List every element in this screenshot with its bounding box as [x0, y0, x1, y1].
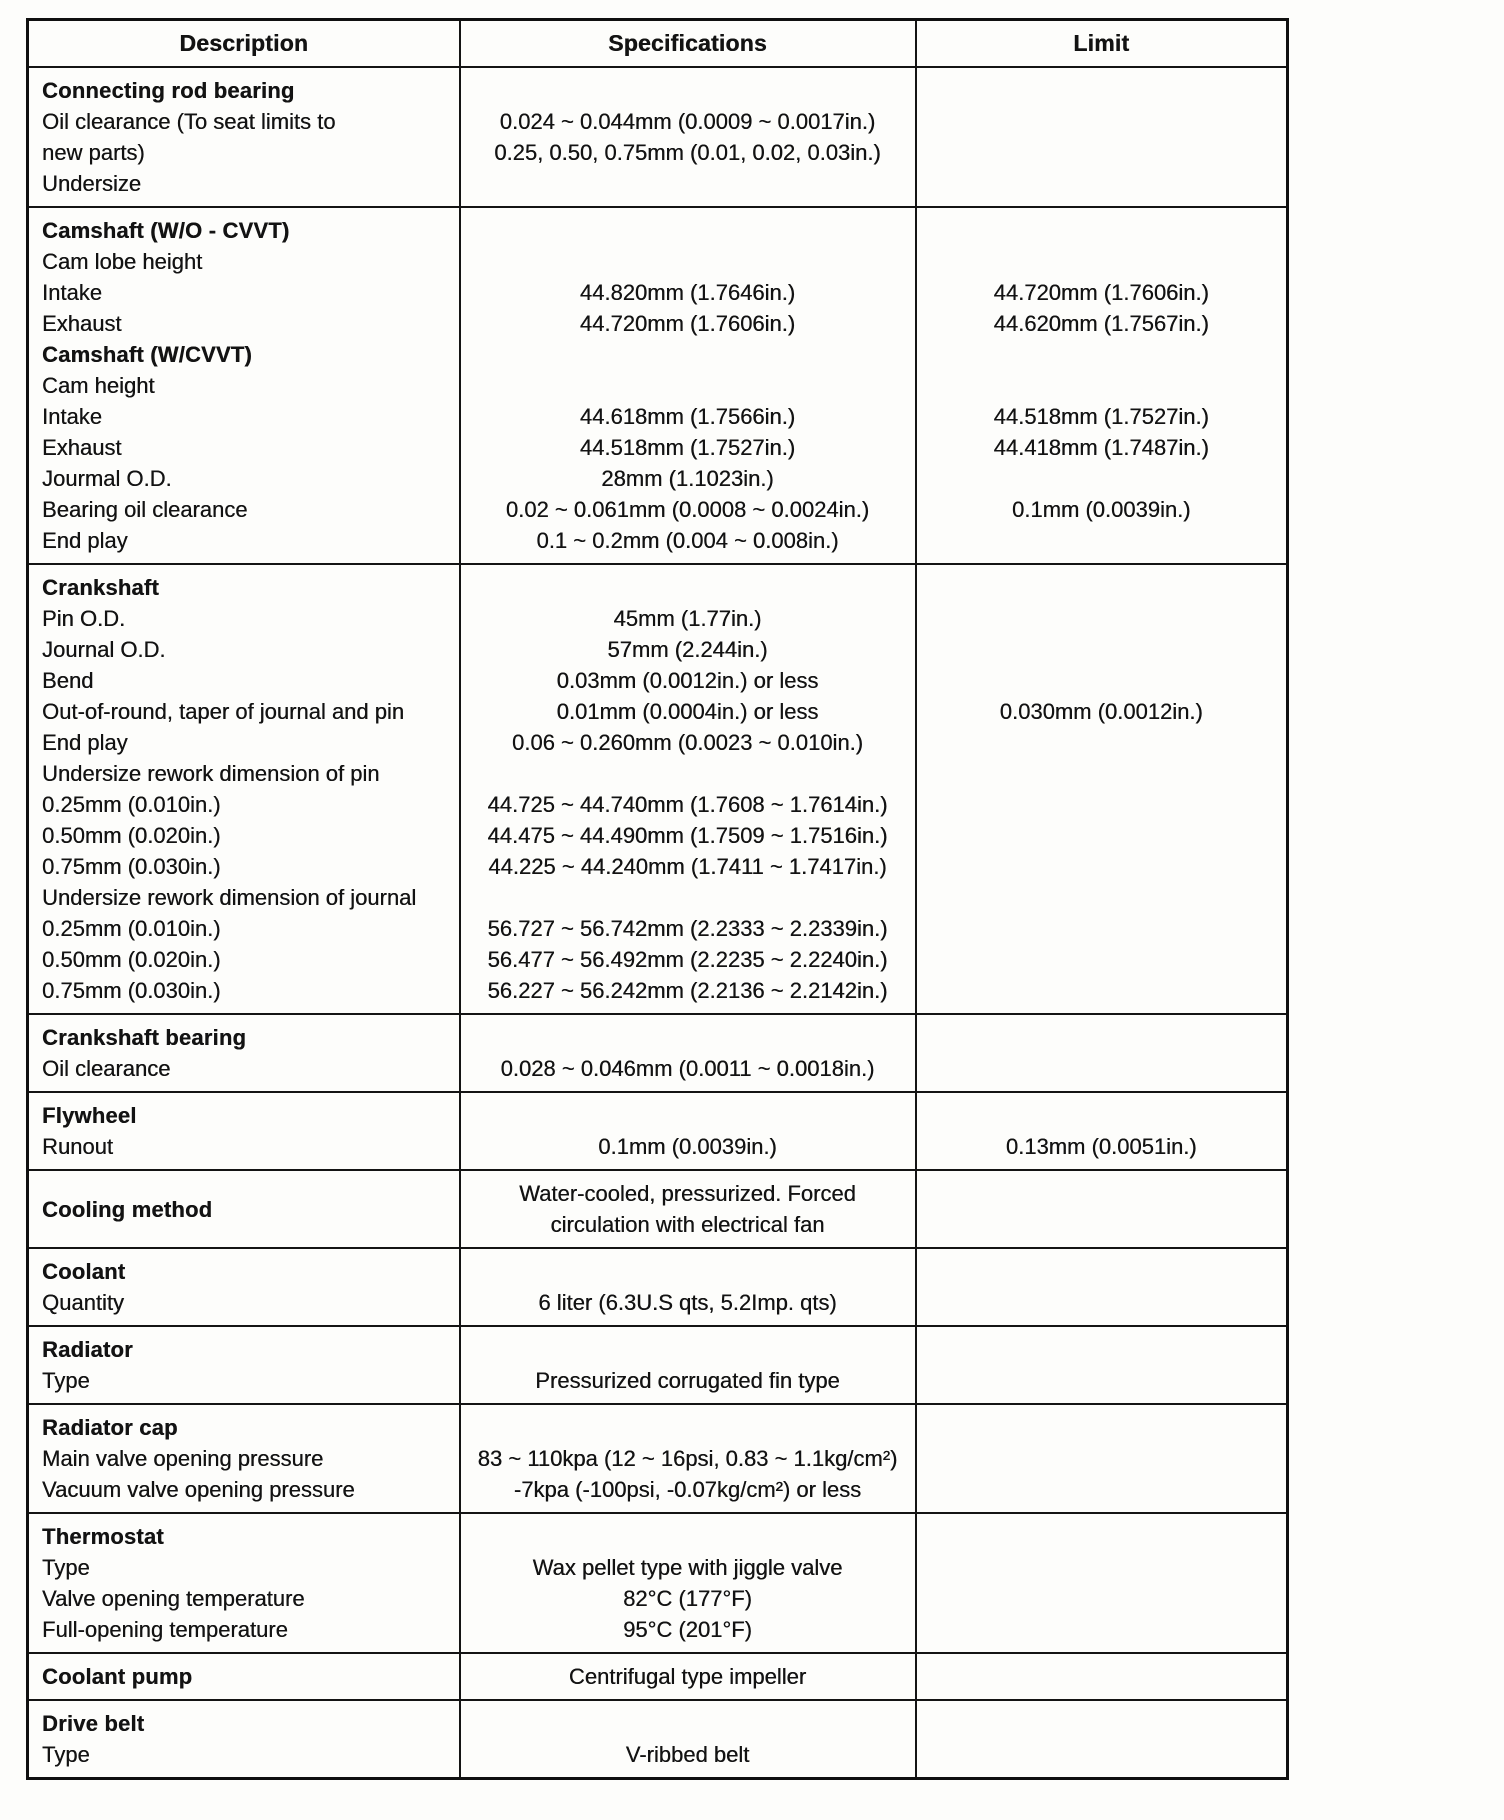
desc-line: Bearing oil clearance	[42, 497, 248, 522]
spec-line	[469, 882, 907, 913]
limit-line	[925, 727, 1279, 758]
desc-line: Coolant	[42, 1259, 126, 1284]
spec-line: 44.725 ~ 44.740mm (1.7608 ~ 1.7614in.)	[487, 792, 888, 817]
desc-line: Crankshaft bearing	[42, 1025, 247, 1050]
desc-line: Camshaft (W/CVVT)	[42, 342, 252, 367]
spec-row-coolant	[28, 1248, 1288, 1326]
limit-line	[925, 463, 1279, 494]
spec-row-thermostat	[28, 1513, 1288, 1653]
desc-line: End play	[42, 730, 128, 755]
description-cell	[28, 1653, 460, 1700]
spec-line	[469, 246, 907, 277]
spec-line: -7kpa (-100psi, -0.07kg/cm²) or less	[513, 1477, 862, 1502]
spec-line: Wax pellet type with jiggle valve	[532, 1555, 843, 1580]
spec-line	[469, 339, 907, 370]
spec-line: 0.01mm (0.0004in.) or less	[556, 699, 819, 724]
limit-cell	[916, 1170, 1288, 1248]
limit-line	[925, 1100, 1279, 1131]
specification-cell	[460, 67, 916, 207]
desc-line: Quantity	[42, 1290, 124, 1315]
spec-row-crankshaft-bearing	[28, 1014, 1288, 1092]
desc-line: Vacuum valve opening pressure	[42, 1477, 355, 1502]
desc-line: Type	[42, 1368, 90, 1393]
limit-line	[925, 665, 1279, 696]
limit-cell	[916, 207, 1288, 564]
spec-line: 6 liter (6.3U.S qts, 5.2Imp. qts)	[538, 1290, 837, 1315]
desc-line: 0.75mm (0.030in.)	[42, 854, 221, 879]
desc-line: 0.75mm (0.030in.)	[42, 978, 221, 1003]
limit-cell	[916, 1248, 1288, 1326]
spec-line: circulation with electrical fan	[550, 1212, 825, 1237]
limit-line	[925, 572, 1279, 603]
limit-cell	[916, 1653, 1288, 1700]
limit-line	[925, 603, 1279, 634]
spec-line: Pressurized corrugated fin type	[535, 1368, 840, 1393]
limit-line	[925, 370, 1279, 401]
desc-line: Cam lobe height	[42, 249, 203, 274]
spec-line: 57mm (2.244in.)	[607, 637, 768, 662]
limit-line	[925, 339, 1279, 370]
desc-line: End play	[42, 528, 128, 553]
engine-specifications-table	[26, 18, 1289, 1780]
spec-row-flywheel	[28, 1092, 1288, 1170]
limit-line	[925, 215, 1279, 246]
specification-cell	[460, 1326, 916, 1404]
desc-line: Oil clearance (To seat limits to	[42, 109, 336, 134]
spec-line: 0.1mm (0.0039in.)	[598, 1134, 777, 1159]
table-header-row	[28, 20, 1288, 68]
desc-line: Full-opening temperature	[42, 1617, 288, 1642]
limit-cell	[916, 67, 1288, 207]
spec-line: 44.720mm (1.7606in.)	[579, 311, 796, 336]
spec-line	[469, 1412, 907, 1443]
spec-line: 44.820mm (1.7646in.)	[579, 280, 796, 305]
description-cell	[28, 1014, 460, 1092]
desc-line: 0.25mm (0.010in.)	[42, 916, 221, 941]
desc-line: Type	[42, 1555, 90, 1580]
limit-cell	[916, 1404, 1288, 1513]
spec-line	[469, 1334, 907, 1365]
spec-row-radiator-cap	[28, 1404, 1288, 1513]
limit-line	[925, 634, 1279, 665]
spec-line: 56.727 ~ 56.742mm (2.2333 ~ 2.2339in.)	[487, 916, 888, 941]
spec-line: 82°C (177°F)	[623, 1586, 752, 1611]
limit-line	[925, 851, 1279, 882]
specification-cell	[460, 1653, 916, 1700]
desc-line: Undersize rework dimension of journal	[42, 885, 417, 910]
description-cell	[28, 207, 460, 564]
description-cell	[28, 1326, 460, 1404]
spec-line: Water-cooled, pressurized. Forced	[519, 1181, 856, 1206]
spec-line	[469, 1256, 907, 1287]
spec-line: 0.25, 0.50, 0.75mm (0.01, 0.02, 0.03in.)	[494, 140, 881, 165]
spec-line: 44.618mm (1.7566in.)	[579, 404, 796, 429]
limit-line: 0.13mm (0.0051in.)	[1005, 1134, 1197, 1159]
desc-line: Runout	[42, 1134, 113, 1159]
spec-row-coolant-pump	[28, 1653, 1288, 1700]
spec-line	[469, 758, 907, 789]
desc-line: Exhaust	[42, 311, 122, 336]
description-cell	[28, 1404, 460, 1513]
desc-line: Type	[42, 1742, 90, 1767]
spec-line: Centrifugal type impeller	[568, 1664, 807, 1689]
desc-line: Jourmal O.D.	[42, 466, 172, 491]
limit-cell	[916, 564, 1288, 1014]
limit-line: 44.720mm (1.7606in.)	[993, 280, 1209, 305]
specification-cell	[460, 1014, 916, 1092]
table-body	[28, 67, 1288, 1779]
spec-line	[469, 572, 907, 603]
desc-line: Thermostat	[42, 1524, 164, 1549]
spec-line: 0.1 ~ 0.2mm (0.004 ~ 0.008in.)	[536, 528, 839, 553]
column-header-specifications: Specifications	[460, 20, 916, 68]
spec-line: 95°C (201°F)	[623, 1617, 752, 1642]
spec-line: 56.477 ~ 56.492mm (2.2235 ~ 2.2240in.)	[487, 947, 888, 972]
desc-line: Radiator cap	[42, 1415, 178, 1440]
desc-line: Camshaft (W/O - CVVT)	[42, 218, 290, 243]
description-cell	[28, 1700, 460, 1779]
desc-line: Valve opening temperature	[42, 1586, 305, 1611]
spec-line: 28mm (1.1023in.)	[601, 466, 774, 491]
description-cell	[28, 1513, 460, 1653]
desc-line: Drive belt	[42, 1711, 145, 1736]
desc-line: Radiator	[42, 1337, 133, 1362]
desc-line: Connecting rod bearing	[42, 78, 295, 103]
spec-line	[469, 1022, 907, 1053]
specification-cell	[460, 564, 916, 1014]
spec-line: 0.03mm (0.0012in.) or less	[556, 668, 819, 693]
desc-line: Cooling method	[42, 1196, 213, 1222]
limit-line: 44.418mm (1.7487in.)	[993, 435, 1209, 460]
limit-line	[925, 882, 1279, 913]
spec-row-camshaft	[28, 207, 1288, 564]
limit-line	[925, 758, 1279, 789]
spec-line: 44.518mm (1.7527in.)	[579, 435, 796, 460]
specification-cell	[460, 1248, 916, 1326]
spec-line: V-ribbed belt	[625, 1742, 750, 1767]
spec-row-connecting-rod-bearing	[28, 67, 1288, 207]
limit-line	[925, 944, 1279, 975]
spec-line: 44.475 ~ 44.490mm (1.7509 ~ 1.7516in.)	[487, 823, 888, 848]
desc-line: 0.50mm (0.020in.)	[42, 823, 221, 848]
spec-line: 56.227 ~ 56.242mm (2.2136 ~ 2.2142in.)	[487, 978, 888, 1003]
desc-line: 0.50mm (0.020in.)	[42, 947, 221, 972]
spec-line	[469, 1521, 907, 1552]
column-header-description: Description	[28, 20, 460, 68]
desc-line: Intake	[42, 280, 102, 305]
limit-line	[925, 820, 1279, 851]
desc-line: 0.25mm (0.010in.)	[42, 792, 221, 817]
column-header-limit: Limit	[916, 20, 1288, 68]
limit-cell	[916, 1092, 1288, 1170]
desc-line: Cam height	[42, 373, 155, 398]
spec-line	[469, 370, 907, 401]
desc-line: new parts)	[42, 140, 145, 165]
desc-line: Main valve opening pressure	[42, 1446, 324, 1471]
spec-line: 44.225 ~ 44.240mm (1.7411 ~ 1.7417in.)	[488, 854, 887, 879]
desc-line: Undersize rework dimension of pin	[42, 761, 380, 786]
description-cell	[28, 1092, 460, 1170]
limit-line: 44.620mm (1.7567in.)	[993, 311, 1209, 336]
desc-line: Intake	[42, 404, 102, 429]
desc-line: Undersize	[42, 171, 142, 196]
limit-line: 0.030mm (0.0012in.)	[999, 699, 1203, 724]
desc-line: Coolant pump	[42, 1664, 193, 1689]
specification-cell	[460, 1170, 916, 1248]
spec-line: 83 ~ 110kpa (12 ~ 16psi, 0.83 ~ 1.1kg/cm²)	[477, 1446, 898, 1471]
spec-line	[469, 1100, 907, 1131]
spec-line: 0.028 ~ 0.046mm (0.0011 ~ 0.0018in.)	[500, 1056, 875, 1081]
limit-line: 44.518mm (1.7527in.)	[993, 404, 1209, 429]
limit-line	[925, 913, 1279, 944]
desc-line: Flywheel	[42, 1103, 137, 1128]
spec-line: 45mm (1.77in.)	[613, 606, 762, 631]
specification-cell	[460, 1513, 916, 1653]
limit-cell	[916, 1014, 1288, 1092]
specification-cell	[460, 1092, 916, 1170]
desc-line: Oil clearance	[42, 1056, 171, 1081]
desc-line: Out-of-round, taper of journal and pin	[42, 699, 405, 724]
spec-line: 0.06 ~ 0.260mm (0.0023 ~ 0.010in.)	[511, 730, 863, 755]
spec-line	[469, 215, 907, 246]
specification-cell	[460, 1404, 916, 1513]
description-cell	[28, 1170, 460, 1248]
spec-row-radiator	[28, 1326, 1288, 1404]
spec-row-drive-belt	[28, 1700, 1288, 1779]
limit-line	[925, 789, 1279, 820]
desc-line: Journal O.D.	[42, 637, 166, 662]
limit-line: 0.1mm (0.0039in.)	[1011, 497, 1191, 522]
specification-cell	[460, 207, 916, 564]
description-cell	[28, 564, 460, 1014]
specification-cell	[460, 1700, 916, 1779]
description-cell	[28, 1248, 460, 1326]
desc-line: Pin O.D.	[42, 606, 126, 631]
limit-cell	[916, 1326, 1288, 1404]
spec-line: 0.02 ~ 0.061mm (0.0008 ~ 0.0024in.)	[505, 497, 870, 522]
limit-cell	[916, 1513, 1288, 1653]
desc-line: Crankshaft	[42, 575, 159, 600]
limit-cell	[916, 1700, 1288, 1779]
spec-row-crankshaft	[28, 564, 1288, 1014]
limit-line	[925, 975, 1279, 1006]
description-cell	[28, 67, 460, 207]
limit-line	[925, 525, 1279, 556]
limit-line	[925, 246, 1279, 277]
spec-row-cooling-method	[28, 1170, 1288, 1248]
desc-line: Exhaust	[42, 435, 122, 460]
spec-line: 0.024 ~ 0.044mm (0.0009 ~ 0.0017in.)	[499, 109, 876, 134]
spec-line	[469, 1708, 907, 1739]
desc-line: Bend	[42, 668, 94, 693]
